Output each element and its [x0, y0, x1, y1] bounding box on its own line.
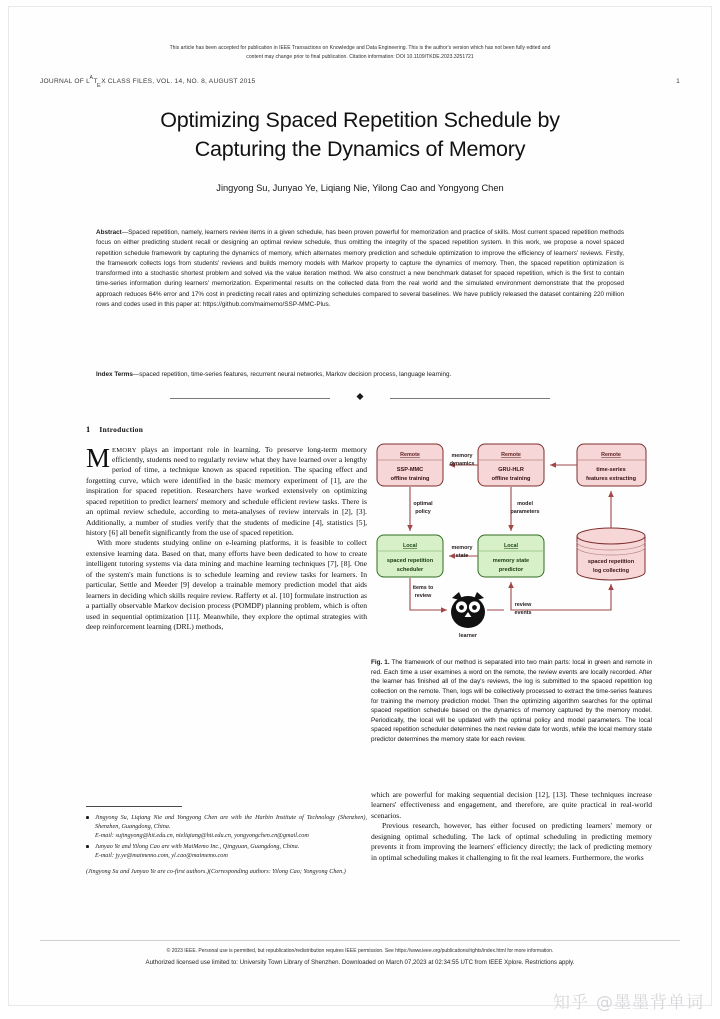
svg-text:spaced repetition: spaced repetition — [386, 558, 434, 564]
svg-text:learner: learner — [459, 633, 477, 639]
running-head — [40, 76, 680, 88]
section-title: Introduction — [99, 425, 144, 434]
abstract-dash: — — [121, 229, 129, 236]
svg-text:parameters: parameters — [510, 509, 540, 515]
svg-text:Local: Local — [503, 543, 519, 549]
column-right — [371, 790, 652, 863]
journal-reference — [40, 76, 255, 88]
svg-text:policy: policy — [415, 509, 431, 515]
intro-smallcaps: EMORY — [112, 446, 137, 454]
watermark-site: 知乎 — [553, 993, 589, 1013]
svg-text:memory state: memory state — [492, 558, 530, 564]
page-title — [60, 106, 660, 163]
svg-text:Local: Local — [402, 543, 418, 549]
svg-text:time-series: time-series — [596, 467, 626, 473]
bullet-icon — [86, 843, 90, 861]
learner-owl-icon — [451, 592, 485, 639]
journal-prefix: JOURNAL OF L — [40, 78, 91, 86]
title-line-2: Capturing the Dynamics of Memory — [194, 136, 526, 161]
separator-rule-left — [170, 398, 330, 399]
svg-text:items to: items to — [412, 585, 434, 591]
column-left — [86, 424, 367, 632]
svg-text:review: review — [514, 602, 532, 608]
svg-text:Remote: Remote — [501, 452, 521, 458]
section-separator — [170, 393, 550, 405]
node-spaced-repetition-scheduler — [377, 535, 443, 577]
journal-suffix: CLASS FILES, VOL. 14, NO. 8, AUGUST 2015 — [105, 78, 256, 86]
separator-rule-right — [390, 398, 550, 399]
svg-text:model: model — [517, 501, 533, 507]
footnote-corresponding-authors: (Jingyong Su and Junyao Ye are co-first authors.)(Corresponding authors: Yilong Cao; Yongyong Chen.) — [86, 867, 346, 875]
footnote-2-email: E-mail: jy.ye@maimemo.com, yl.cao@maimemo.com — [95, 852, 228, 860]
intro-paragraph-1-text: plays an important role in learning. To preserve long-term memory efficiently, students need to regularly review what they have learned over a lengthy period of time, a technique known as spaced repetition. The spacing effect and forgetting curve, which were identified in the basic memory experiment of [1], are the inspiration for spaced repetition. Researchers have worked extensively on optimizing spaced repetition to predict learners' memory and schedule efficient review tasks. There is an optimal review schedule, according to meta-analyses of review intervals in [2], [3]. Additionally, a number of studies verify that the students of medicine [4], statistics [5], history [6] all benefit significantly from the use of spaced repetition. — [86, 444, 367, 538]
watermark-handle: @墨墨背单词 — [596, 993, 704, 1013]
node-log-collecting-database — [577, 528, 645, 580]
figure-caption-text: The framework of our method is separated into two main parts: local in green and remote in red. Each time a user examines a word on the remote, the review events are locally recorded. After the learner has finished all of the day's reviews, the log is submitted to the spaced repetition log collection on the remote. Then, logs will be collectively processed to extract the time-series features for training the memory prediction model. Then the optimizing algorithm searches for the optimal spaced repetition schedule based on the dynamics of memory captured by the memory model. Periodically, the local will be updated with the optimal policy and model parameters. The local spaced repetition scheduler determines the next review date for words, while the local memory state predictor determines the memory state for each review. — [371, 659, 653, 744]
watermark — [553, 988, 704, 1013]
framework-diagram — [371, 432, 652, 654]
copyright-rule — [40, 940, 680, 941]
svg-text:offline training: offline training — [390, 476, 430, 482]
copyright-line-1: © 2023 IEEE. Personal use is permitted, but republication/redistribution requires IEEE permission. See https://www.ieee.org/publications/rights/index.html for more information. — [166, 948, 554, 954]
page-number: 1 — [676, 78, 680, 86]
svg-text:spaced repetition: spaced repetition — [587, 559, 635, 565]
svg-text:dynamics: dynamics — [449, 461, 475, 467]
intro-paragraph-2: With more students studying online on e-learning platforms, it is feasible to collect extensive learning data. Based on that, many efforts have been dedicated to how to create intelligent tutoring systems via data mining and machine learning techniques [7], [8]. One of the system's main functions is to schedule learning and review tasks for learners. In particular, Settle and Meeder [9] develop a trainable memory prediction model that aids learners in deciding which skills require review. Rafferty et al. [10] formulate instruction as a partially observable Markov decision process (POMDP) planning problem, which is often used in sequential optimization [11]. Meanwhile, they explore the optimal strategies with deep reinforcement learning (DRL) methods, — [86, 538, 367, 631]
index-terms-block — [96, 370, 624, 380]
svg-text:GRU-HLR: GRU-HLR — [498, 467, 524, 473]
intro-paragraph-1 — [86, 442, 367, 539]
section-heading — [86, 424, 367, 436]
svg-text:Remote: Remote — [400, 452, 420, 458]
abstract-label: Abstract — [96, 229, 122, 236]
intro-paragraph-3: which are powerful for making sequential decision [12], [13]. These techniques increase learners' effectiveness and engagement, and therefore, are quite practical in real-world scenarios. — [371, 790, 652, 820]
footnote-1-email: E-mail: sujingyong@hit.edu.cn, nieliqiang@hit.edu.cn, yongyongchen.cn@gmail.com — [95, 831, 309, 839]
abstract-block — [96, 228, 624, 310]
bullet-icon — [86, 814, 90, 840]
copyright-block — [40, 947, 680, 969]
figure-1 — [371, 432, 652, 654]
svg-text:memory: memory — [451, 545, 473, 551]
index-terms-text: spaced repetition, time-series features, recurrent neural networks, Markov decision process, language learning. — [139, 371, 452, 378]
node-time-series-features — [577, 444, 646, 486]
figure-caption-label: Fig. 1. — [371, 659, 390, 666]
banner-line-1: This article has been accepted for publication in IEEE Transactions on Knowledge and Data Engineering. This is the author's version which has not been fully edited and — [169, 45, 551, 51]
diamond-icon — [356, 393, 363, 400]
edge-events-to-logdb — [542, 584, 611, 610]
svg-text:events: events — [514, 610, 532, 616]
ieee-acceptance-banner — [96, 44, 624, 63]
section-number: 1 — [86, 425, 91, 434]
index-terms-dash: — — [132, 371, 140, 378]
footnote-text — [95, 814, 367, 840]
svg-text:SSP-MMC: SSP-MMC — [396, 467, 424, 473]
svg-text:review: review — [414, 593, 432, 599]
svg-text:predictor: predictor — [498, 567, 524, 573]
svg-text:state: state — [455, 553, 469, 559]
index-terms-label: Index Terms — [96, 371, 133, 378]
drop-cap: M — [86, 442, 111, 473]
title-line-1: Optimizing Spaced Repetition Schedule by — [160, 108, 560, 132]
latex-logo: $^AT_EX$ — [89, 74, 106, 89]
footnote-item — [86, 843, 367, 861]
footnote-2-affiliation: Junyao Ye and Yilong Cao are with MaiMemo Inc., Qingyuan, Guangdong, China. — [95, 843, 300, 851]
svg-text:memory: memory — [451, 453, 473, 459]
svg-text:Remote: Remote — [601, 452, 621, 458]
svg-text:offline training: offline training — [491, 476, 531, 482]
footnote-text — [95, 843, 367, 861]
node-gru-hlr — [478, 444, 544, 486]
copyright-line-2: Authorized licensed use limited to: University Town Library of Shenzhen. Downloaded on March 07,2023 at 02:34:55 UTC from IEEE Xplore. Restrictions apply. — [145, 958, 575, 966]
node-memory-state-predictor — [478, 535, 544, 577]
svg-text:features extracting: features extracting — [585, 476, 637, 482]
footnote-1-affiliation: Jingyong Su, Liqiang Nie and Yongyong Chen are with the Harbin Institute of Technology (Shenzhen), Shenzhen, Guangdong, China. — [95, 814, 367, 830]
abstract-text: Spaced repetition, namely, learners review items in a given schedule, has been proven powerful for memorization and practice of skills. Most current spaced repetition methods focus on either predicting student recall or designing an optimal review schedule, thus omitting the integrity of the spaced repetition system. In this work, we propose a novel spaced repetition schedule framework by capturing the dynamics of memory, which alternates memory prediction and schedule optimization to improve the efficiency of learners' reviews. Firstly, the framework collects logs from students' reviews and builds memory models with Markov property to capture the dynamics of memory. Then, the spaced repetition optimization is transformed into a stochastic shortest problem and solved via the value iteration method. We also construct a new benchmark dataset for spaced repetition, which is the first to contain time-series information during learners' memorization. Experimental results on the collected data from the real world and the simulated environment demonstrate that the proposed approach reduces 64% error and 17% cost in predicting recall rates and optimizing schedules compared to several baselines. We have publicly released the dataset containing 220 million rows and codes used in this paper at: https://github.com/maimemo/SSP-MMC-Plus. — [96, 229, 624, 308]
svg-text:log collecting: log collecting — [592, 568, 630, 574]
banner-line-2: content may change prior to final publication. Citation information: DOI 10.1109/TKDE.2023.3251721 — [246, 54, 474, 61]
footnote-item — [86, 814, 367, 840]
svg-text:scheduler: scheduler — [396, 567, 424, 573]
author-list: Jingyong Su, Junyao Ye, Liqiang Nie, Yilong Cao and Yongyong Chen — [216, 183, 504, 193]
footnote-block — [86, 814, 367, 877]
svg-text:optimal: optimal — [413, 501, 433, 507]
intro-paragraph-4: Previous research, however, has either focused on predicting learners' memory or designing optimal scheduling. The lack of optimal scheduling in predicting memory prevents it from improving the learners' efficiency directly; the lack of predicting memory in optimal scheduling makes it challenging to fit the real learners. Furthermore, the works — [371, 821, 652, 862]
figure-caption — [371, 658, 652, 745]
footnote-rule — [86, 806, 182, 807]
node-ssp-mmc — [377, 444, 443, 486]
